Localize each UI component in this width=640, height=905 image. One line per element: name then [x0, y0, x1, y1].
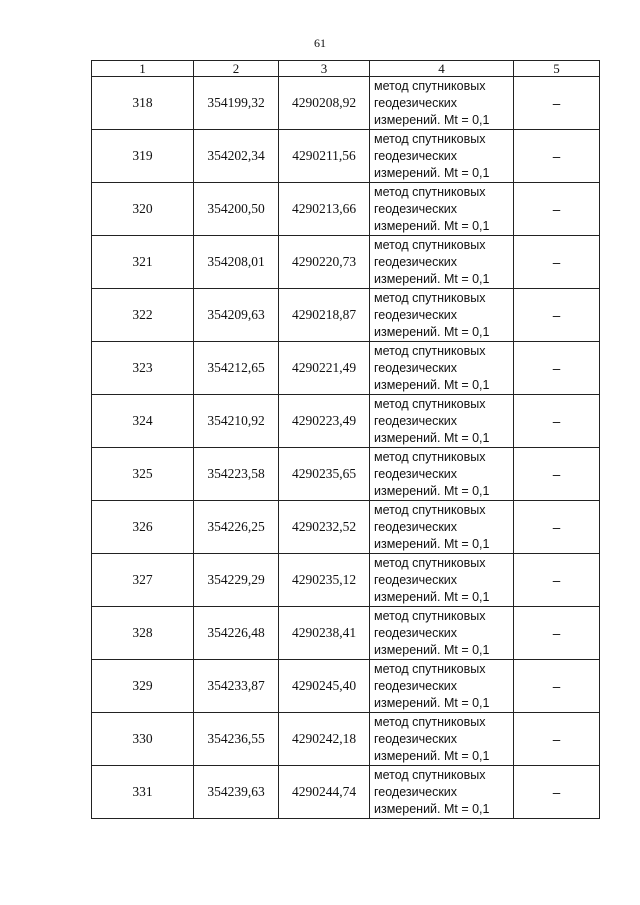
method-line: метод спутниковых — [374, 343, 486, 358]
method-line: метод спутниковых — [374, 396, 486, 411]
point-number-cell: 329 — [92, 660, 194, 713]
header-cell-2: 2 — [194, 61, 279, 77]
method-cell — [370, 183, 514, 236]
x-coordinate-cell: 354223,58 — [194, 448, 279, 501]
point-number-cell: 330 — [92, 713, 194, 766]
y-coordinate-cell: 4290223,49 — [279, 395, 370, 448]
note-cell: – — [514, 607, 600, 660]
method-line: измерений. Mt = 0,1 — [374, 642, 490, 657]
method-line: измерений. Mt = 0,1 — [374, 377, 490, 392]
x-coordinate-cell: 354209,63 — [194, 289, 279, 342]
x-coordinate-cell: 354226,48 — [194, 607, 279, 660]
x-coordinate-cell: 354202,34 — [194, 130, 279, 183]
note-cell: – — [514, 236, 600, 289]
y-coordinate-cell: 4290232,52 — [279, 501, 370, 554]
method-cell — [370, 713, 514, 766]
table-row — [92, 183, 600, 236]
method-cell — [370, 77, 514, 130]
method-cell — [370, 130, 514, 183]
x-coordinate-cell: 354208,01 — [194, 236, 279, 289]
method-line: геодезических — [374, 466, 458, 481]
header-cell-5: 5 — [514, 61, 600, 77]
method-line: измерений. Mt = 0,1 — [374, 483, 490, 498]
note-cell: – — [514, 501, 600, 554]
method-line: измерений. Mt = 0,1 — [374, 218, 490, 233]
x-coordinate-cell: 354226,25 — [194, 501, 279, 554]
method-line: измерений. Mt = 0,1 — [374, 748, 490, 763]
header-cell-1: 1 — [92, 61, 194, 77]
method-line: измерений. Mt = 0,1 — [374, 695, 490, 710]
note-cell: – — [514, 342, 600, 395]
table-row — [92, 236, 600, 289]
note-cell: – — [514, 77, 600, 130]
x-coordinate-cell: 354239,63 — [194, 766, 279, 819]
y-coordinate-cell: 4290245,40 — [279, 660, 370, 713]
point-number-cell: 331 — [92, 766, 194, 819]
method-cell — [370, 236, 514, 289]
point-number-cell: 320 — [92, 183, 194, 236]
header-cell-4: 4 — [370, 61, 514, 77]
method-line: геодезических — [374, 625, 458, 640]
method-line: геодезических — [374, 413, 458, 428]
x-coordinate-cell: 354233,87 — [194, 660, 279, 713]
note-cell: – — [514, 183, 600, 236]
method-line: измерений. Mt = 0,1 — [374, 801, 490, 816]
method-line: геодезических — [374, 254, 458, 269]
note-cell: – — [514, 660, 600, 713]
method-line: геодезических — [374, 95, 458, 110]
table-row — [92, 607, 600, 660]
point-number-cell: 326 — [92, 501, 194, 554]
method-line: метод спутниковых — [374, 237, 486, 252]
point-number-cell: 322 — [92, 289, 194, 342]
y-coordinate-cell: 4290213,66 — [279, 183, 370, 236]
method-line: геодезических — [374, 519, 458, 534]
y-coordinate-cell: 4290211,56 — [279, 130, 370, 183]
method-line: измерений. Mt = 0,1 — [374, 430, 490, 445]
method-line: метод спутниковых — [374, 555, 486, 570]
method-line: измерений. Mt = 0,1 — [374, 165, 490, 180]
x-coordinate-cell: 354199,32 — [194, 77, 279, 130]
method-cell — [370, 501, 514, 554]
note-cell: – — [514, 713, 600, 766]
x-coordinate-cell: 354200,50 — [194, 183, 279, 236]
method-line: метод спутниковых — [374, 449, 486, 464]
point-number-cell: 324 — [92, 395, 194, 448]
method-line: метод спутниковых — [374, 661, 486, 676]
y-coordinate-cell: 4290221,49 — [279, 342, 370, 395]
y-coordinate-cell: 4290244,74 — [279, 766, 370, 819]
method-cell — [370, 289, 514, 342]
method-line: геодезических — [374, 360, 458, 375]
point-number-cell: 318 — [92, 77, 194, 130]
x-coordinate-cell: 354236,55 — [194, 713, 279, 766]
y-coordinate-cell: 4290208,92 — [279, 77, 370, 130]
method-cell — [370, 766, 514, 819]
table-row — [92, 448, 600, 501]
note-cell: – — [514, 130, 600, 183]
header-cell-3: 3 — [279, 61, 370, 77]
table-row — [92, 77, 600, 130]
table-row — [92, 554, 600, 607]
point-number-cell: 327 — [92, 554, 194, 607]
note-cell: – — [514, 766, 600, 819]
y-coordinate-cell: 4290235,12 — [279, 554, 370, 607]
method-line: геодезических — [374, 572, 458, 587]
header-row — [92, 61, 600, 77]
method-line: измерений. Mt = 0,1 — [374, 112, 490, 127]
point-number-cell: 323 — [92, 342, 194, 395]
table-row — [92, 660, 600, 713]
y-coordinate-cell: 4290235,65 — [279, 448, 370, 501]
point-number-cell: 325 — [92, 448, 194, 501]
method-line: измерений. Mt = 0,1 — [374, 271, 490, 286]
method-cell — [370, 448, 514, 501]
note-cell: – — [514, 395, 600, 448]
y-coordinate-cell: 4290238,41 — [279, 607, 370, 660]
table-row — [92, 289, 600, 342]
method-line: метод спутниковых — [374, 608, 486, 623]
method-line: измерений. Mt = 0,1 — [374, 536, 490, 551]
method-line: метод спутниковых — [374, 78, 486, 93]
point-number-cell: 321 — [92, 236, 194, 289]
table-row — [92, 766, 600, 819]
method-cell — [370, 342, 514, 395]
table-row — [92, 342, 600, 395]
method-cell — [370, 660, 514, 713]
table-row — [92, 395, 600, 448]
note-cell: – — [514, 448, 600, 501]
method-cell — [370, 395, 514, 448]
x-coordinate-cell: 354210,92 — [194, 395, 279, 448]
method-line: метод спутниковых — [374, 767, 486, 782]
method-line: метод спутниковых — [374, 131, 486, 146]
x-coordinate-cell: 354212,65 — [194, 342, 279, 395]
table-body — [92, 61, 600, 819]
method-line: геодезических — [374, 784, 458, 799]
method-line: метод спутниковых — [374, 290, 486, 305]
x-coordinate-cell: 354229,29 — [194, 554, 279, 607]
page-number: 61 — [314, 36, 326, 50]
y-coordinate-cell: 4290218,87 — [279, 289, 370, 342]
table-row — [92, 130, 600, 183]
method-cell — [370, 554, 514, 607]
method-line: геодезических — [374, 201, 458, 216]
method-line: геодезических — [374, 678, 458, 693]
method-line: геодезических — [374, 148, 458, 163]
method-line: метод спутниковых — [374, 184, 486, 199]
method-line: геодезических — [374, 307, 458, 322]
method-line: метод спутниковых — [374, 502, 486, 517]
point-number-cell: 328 — [92, 607, 194, 660]
table-row — [92, 501, 600, 554]
table-row — [92, 713, 600, 766]
note-cell: – — [514, 289, 600, 342]
method-line: геодезических — [374, 731, 458, 746]
y-coordinate-cell: 4290242,18 — [279, 713, 370, 766]
point-number-cell: 319 — [92, 130, 194, 183]
method-line: измерений. Mt = 0,1 — [374, 324, 490, 339]
coordinates-table — [91, 60, 600, 819]
note-cell: – — [514, 554, 600, 607]
method-line: измерений. Mt = 0,1 — [374, 589, 490, 604]
method-line: метод спутниковых — [374, 714, 486, 729]
y-coordinate-cell: 4290220,73 — [279, 236, 370, 289]
method-cell — [370, 607, 514, 660]
